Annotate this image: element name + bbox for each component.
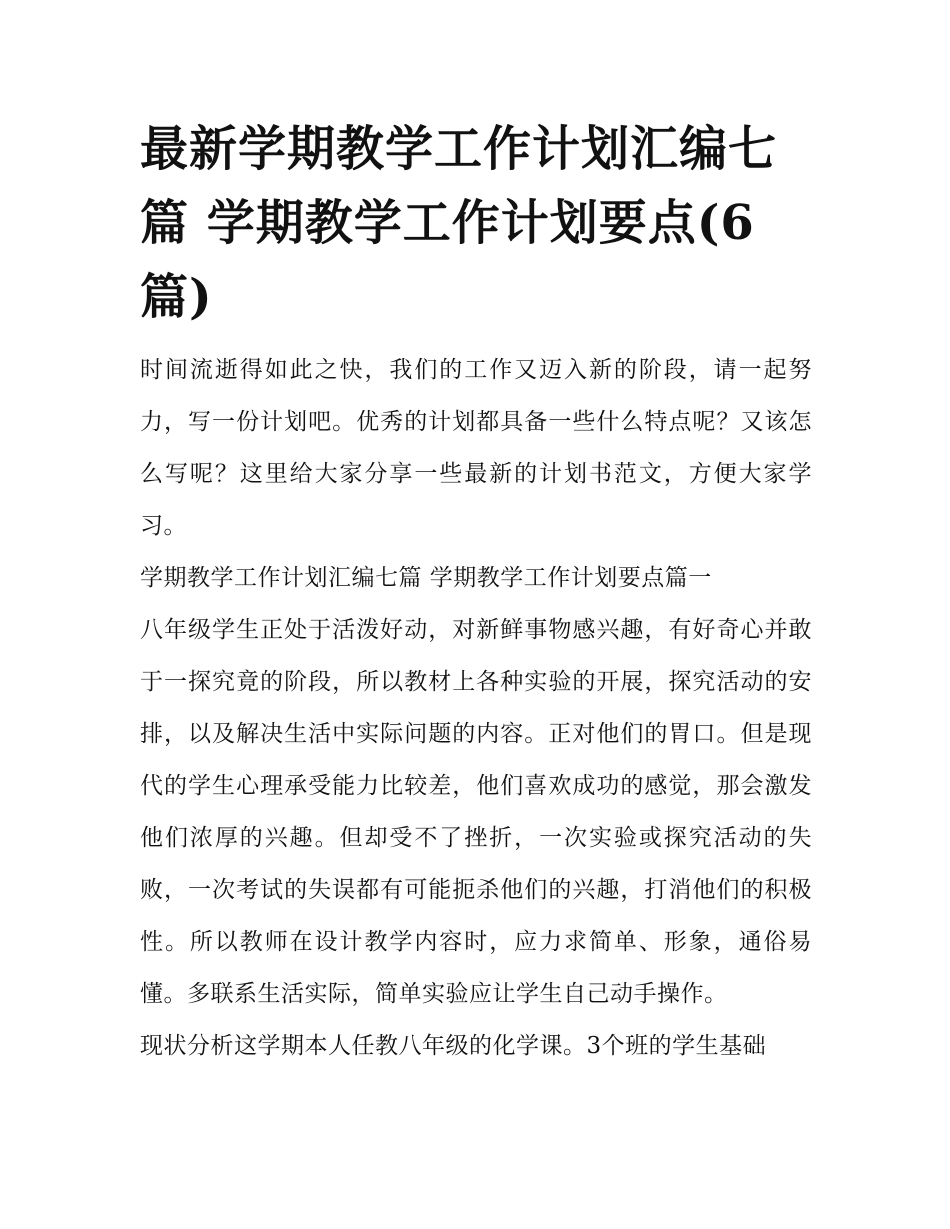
document-page: [140, 112, 812, 1072]
body-paragraph-continued: 现状分析这学期本人任教八年级的化学课。3个班的学生基础: [140, 1033, 767, 1059]
body-paragraph: 八年级学生正处于活泼好动，对新鲜事物感兴趣，有好奇心并敢于一探究竟的阶段，所以教材上各种实验的开展，探究活动的安排，以及解决生活中实际问题的内容。正对他们的胃口。但是现代的学生心理承受能力比较差，他们喜欢成功的感觉，那会激发他们浓厚的兴趣。但却受不了挫折，一次实验或探究活动的失败，一次考试的失误都有可能扼杀他们的兴趣，打消他们的积极性。所以教师在设计教学内容时，应力求简单、形象，通俗易懂。多联系生活实际，简单实验应让学生自己动手操作。: [140, 617, 812, 1007]
document-title: 最新学期教学工作计划汇编七篇 学期教学工作计划要点(6篇): [140, 121, 778, 325]
section-heading: 学期教学工作计划汇编七篇 学期教学工作计划要点篇一: [140, 565, 712, 591]
intro-paragraph: 时间流逝得如此之快，我们的工作又迈入新的阶段，请一起努力，写一份计划吧。优秀的计划都具备一些什么特点呢？又该怎么写呢？这里给大家分享一些最新的计划书范文，方便大家学习。: [140, 357, 812, 539]
